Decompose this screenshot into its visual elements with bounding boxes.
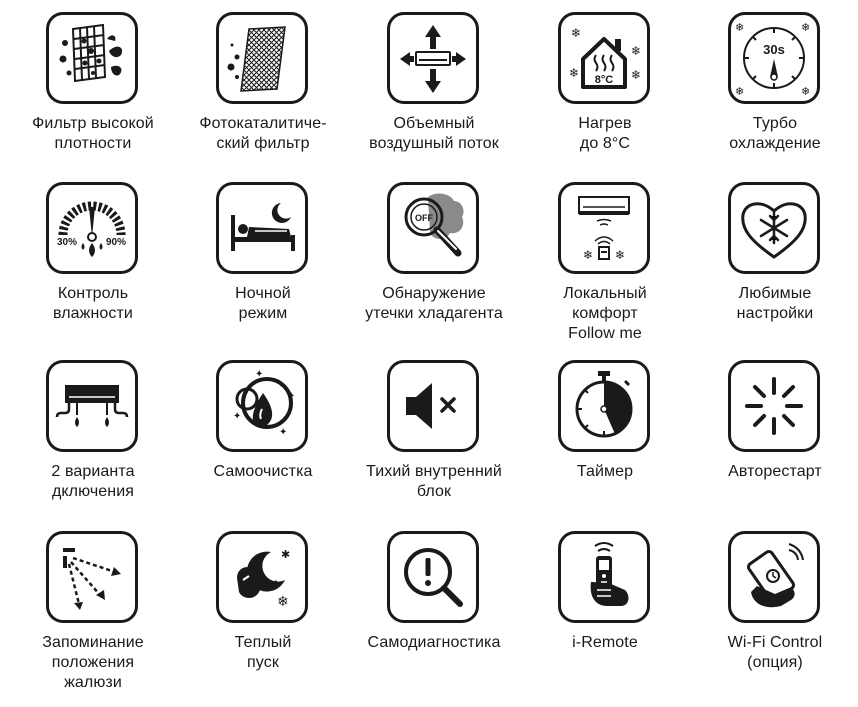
follow-me-icon — [558, 182, 650, 274]
heat-temp-text: 8°C — [594, 74, 614, 86]
night-mode-icon — [216, 182, 308, 274]
feature-label: Самоочистка — [213, 463, 313, 480]
feature-label: Локальный комфорт Follow me — [563, 285, 647, 342]
humidity-low-text: 30% — [57, 237, 78, 248]
feature-label: Обнаружение утечки хладагента — [365, 285, 503, 322]
svg-text:❄: ❄ — [631, 68, 642, 82]
feature-label: Wi-Fi Control (опция) — [727, 634, 823, 671]
turbo-time-text: 30s — [763, 42, 785, 57]
svg-text:❄: ❄ — [615, 248, 626, 262]
turbo-cooling-icon — [728, 12, 820, 104]
feature-label: Теплый пуск — [234, 634, 292, 671]
feature-label: Таймер — [576, 463, 634, 480]
feature-label: Контроль влажности — [53, 285, 133, 322]
favorite-settings-icon — [728, 182, 820, 274]
refrigerant-leak-icon — [387, 182, 479, 274]
feature-label: Запоминание положения жалюзи — [42, 634, 144, 691]
feature-label: Самодиагностика — [367, 634, 501, 651]
svg-text:❄: ❄ — [735, 85, 745, 98]
feature-label: Авторестарт — [728, 463, 822, 480]
svg-text:❄: ❄ — [801, 21, 811, 34]
warm-start-icon — [216, 531, 308, 623]
feature-label: Фотокаталитиче- ский фильтр — [199, 115, 327, 152]
i-remote-icon — [558, 531, 650, 623]
high-density-filter-icon — [46, 12, 138, 104]
svg-text:✦: ✦ — [287, 391, 296, 402]
wifi-control-icon — [728, 531, 820, 623]
self-diagnosis-icon — [387, 531, 479, 623]
feature-label: i-Remote — [572, 634, 638, 651]
timer-icon — [558, 360, 650, 452]
heating-8c-icon — [558, 12, 650, 104]
feature-label: Фильтр высокой плотности — [32, 115, 154, 152]
photocatalytic-filter-icon — [216, 12, 308, 104]
humidity-high-text: 90% — [106, 237, 127, 248]
feature-label: 2 варианта дключения — [51, 463, 135, 500]
louver-memory-icon — [46, 531, 138, 623]
svg-text:❄: ❄ — [277, 594, 289, 610]
two-drain-options-icon — [46, 360, 138, 452]
svg-text:✱: ✱ — [281, 548, 291, 561]
svg-text:❄: ❄ — [571, 26, 582, 40]
svg-text:❄: ❄ — [569, 66, 580, 80]
feature-label: Нагрев до 8°С — [578, 115, 632, 152]
svg-text:✦: ✦ — [279, 427, 288, 438]
svg-text:❄: ❄ — [583, 248, 594, 262]
svg-text:✦: ✦ — [255, 369, 264, 380]
svg-text:❄: ❄ — [801, 85, 811, 98]
feature-label: Любимые настройки — [736, 285, 814, 322]
svg-text:❄: ❄ — [631, 44, 642, 58]
leak-off-text: OFF — [415, 213, 433, 223]
svg-text:❄: ❄ — [271, 578, 281, 591]
svg-text:❄: ❄ — [735, 21, 745, 34]
self-cleaning-icon — [216, 360, 308, 452]
quiet-indoor-unit-icon — [387, 360, 479, 452]
feature-label: Турбо охлаждение — [729, 115, 821, 152]
3d-airflow-icon — [387, 12, 479, 104]
svg-text:✦: ✦ — [233, 411, 242, 422]
feature-label: Объемный воздушный поток — [369, 115, 499, 152]
humidity-control-icon — [46, 182, 138, 274]
feature-label: Ночной режим — [235, 285, 291, 322]
feature-label: Тихий внутренний блок — [366, 463, 502, 500]
auto-restart-icon — [728, 360, 820, 452]
